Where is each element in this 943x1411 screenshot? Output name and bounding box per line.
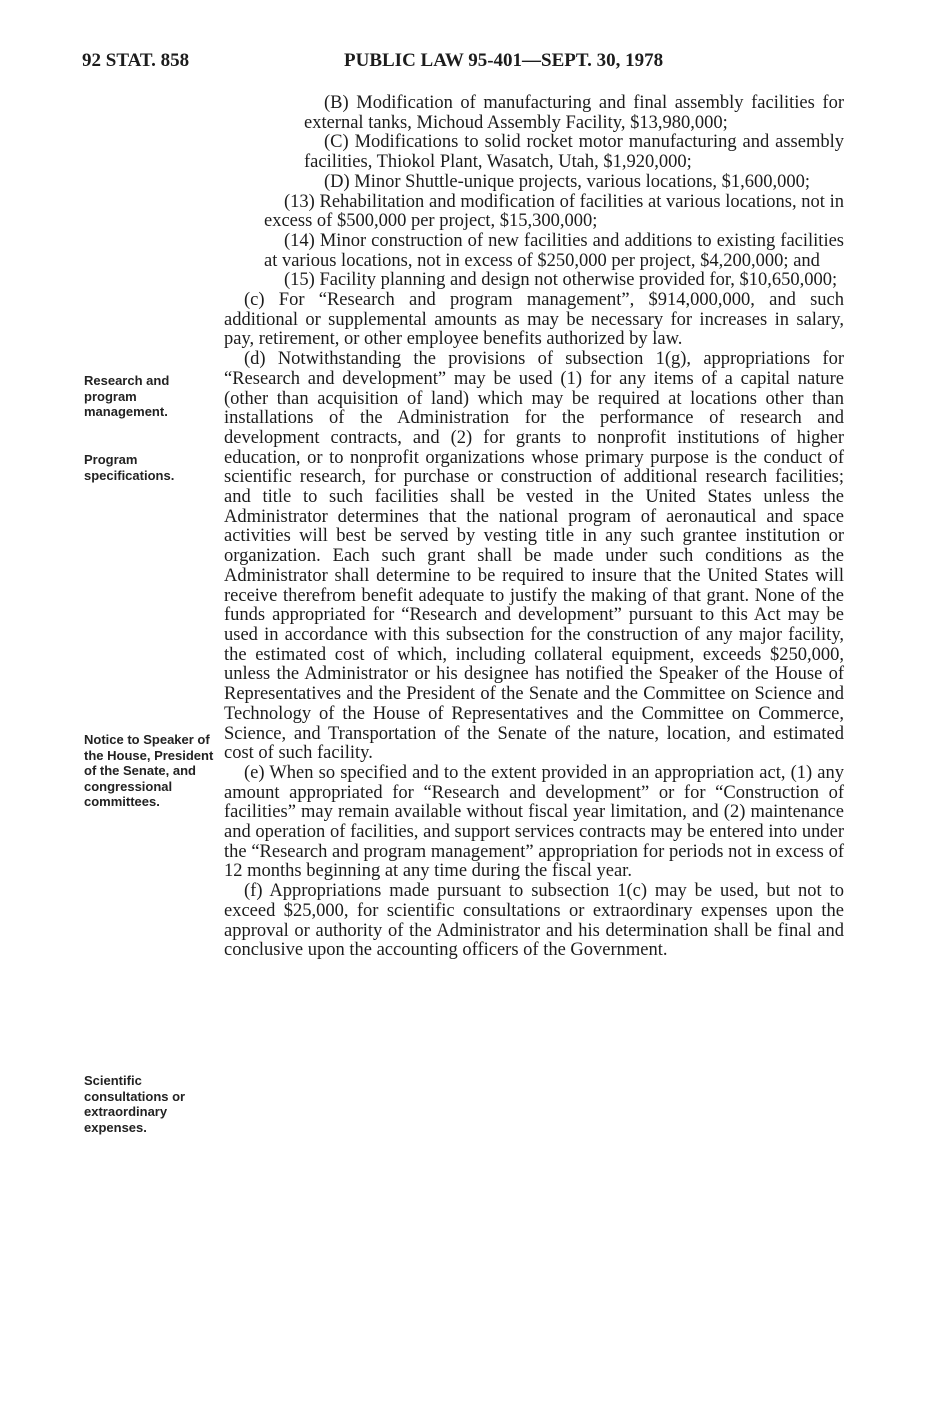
stat-page-number: 92 STAT. 858 (82, 50, 190, 71)
paragraph-14: (14) Minor construction of new facilities and additions to existing facilities at various locations, not in excess of $250,000 per project, $4,200,000; and (264, 230, 844, 271)
margin-note-notice: Notice to Speaker of the House, President of the Senate, and congressional committees. (84, 732, 214, 809)
paragraph-d: (d) Notwithstanding the provisions of subsection 1(g), appropriations for “Research and development” may be used (1) for any items of a capital nature (other than acquisition of land) which may be required at locations other than installations of the Administration for the performance of research and development contracts, and (2) for grants to nonprofit institutions of higher education, or to nonprofit organizations whose primary purpose is the conduct of scientific research, for purchase or construction of additional research facilities; and title to such facilities shall be vested in the United States unless the Administrator determines that the national program of aeronautical and space activities will best be served by vesting title in any such grantee institution or organization. Each such grant shall be made under such conditions as the Administrator shall determine to be required to insure that the United States will receive therefrom benefit adequate to justify the making of that grant. None of the funds appropriated for “Research and development” pursuant to this Act may be used in accordance with this subsection for the construction of any major facility, the estimated cost of which, including collateral equipment, exceeds $250,000, unless the Administrator or his designee has notified the Speaker of the House of Representatives and the President of the Senate and the Committee on Science and Technology of the House of Representatives and the Committee on Commerce, Science, and Transportation of the Senate of the nature, location, and estimated cost of such facility. (224, 349, 844, 764)
body-text (224, 94, 844, 961)
page-title: PUBLIC LAW 95-401—SEPT. 30, 1978 (344, 50, 664, 71)
paragraph-b: (B) Modification of manufacturing and final assembly facilities for external tanks, Michoud Assembly Facility, $13,980,000; (304, 93, 844, 133)
paragraph-13: (13) Rehabilitation and modification of facilities at various locations, not in excess of $500,000 per project, $15,300,000; (264, 191, 844, 232)
page-header (82, 50, 872, 80)
margin-note-program-specifications: Program specifications. (84, 452, 175, 483)
paragraph-c: (c) For “Research and program management”, $914,000,000, and such additional or supplemental amounts as may be necessary for increases in salary, pay, retirement, or other employee benefits authorized by law. (224, 290, 844, 350)
paragraph-e: (e) When so specified and to the extent provided in an appropriation act, (1) any amount appropriated for “Research and development” or for “Construction of facilities” may remain available without fiscal year limitation, and (2) maintenance and operation of facilities, and support services contracts may be entered into under the “Research and program management” appropriation for periods not in excess of 12 months beginning at any time during the fiscal year. (224, 762, 844, 882)
margin-note-research: Research and program management. (84, 373, 170, 419)
paragraph-15: (15) Facility planning and design not otherwise provided for, $10,650,000; (284, 270, 838, 291)
margin-note-scientific: Scientific consultations or extraordinary expenses. (84, 1073, 186, 1135)
paragraph-f: (f) Appropriations made pursuant to subsection 1(c) may be used, but not to exceed $25,000, for scientific consultations or extraordinary expenses upon the approval or authority of the Administrator and his determination shall be final and conclusive upon the accounting officers of the Government. (224, 881, 844, 961)
paragraph-c-sub: (C) Modifications to solid rocket motor manufacturing and assembly facilities, Thiokol Plant, Wasatch, Utah, $1,920,000; (304, 132, 844, 173)
paragraph-d-sub: (D) Minor Shuttle-unique projects, various locations, $1,600,000; (324, 171, 811, 192)
